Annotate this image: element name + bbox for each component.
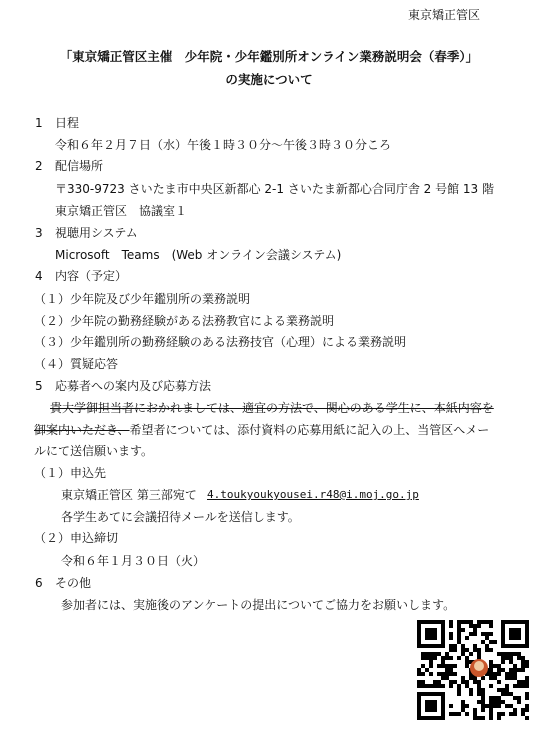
section-5-line3: ルにて送信願います。 (34, 444, 154, 458)
section-3-heading: 視聴用システム (55, 226, 138, 240)
section-2-room: 東京矯正管区 協議室１ (55, 204, 188, 218)
issuer-label: 東京矯正管区 (408, 8, 481, 22)
section-4-item: （４）質疑応答 (34, 357, 119, 371)
section-6-body: 参加者には、実施後のアンケートの提出についてご協力をお願いします。 (61, 598, 456, 612)
section-3-number: 3 (35, 226, 43, 240)
section-1-number: 1 (35, 116, 43, 130)
apply-email-link[interactable]: 4.toukyoukyousei.r48@i.moj.go.jp (207, 488, 419, 501)
section-6-number: 6 (35, 576, 43, 590)
section-2-number: 2 (35, 159, 43, 173)
section-5-line2 (34, 422, 489, 438)
section-4-item: （２）少年院の勤務経験がある法務教官による業務説明 (34, 314, 335, 328)
section-4-item: （３）少年鑑別所の勤務経験のある法務技官（心理）による業務説明 (34, 335, 407, 349)
section-1-heading: 日程 (55, 116, 80, 130)
document-title: 「東京矯正管区主催 少年院・少年鑑別所オンライン業務説明会（春季）」 (59, 49, 479, 64)
deadline-label: （２）申込締切 (34, 531, 119, 545)
section-6-heading: その他 (55, 576, 92, 590)
struck-text-line1: 貴大学御担当者におかれましては、適宜の方法で、関心のある学生に、本紙内容を (50, 401, 494, 415)
section-3-system: Microsoft Teams (Web オンライン会議システム) (55, 248, 342, 262)
struck-text-line2: 御案内いただき、 (34, 423, 130, 437)
section-4-item: （１）少年院及び少年鑑別所の業務説明 (34, 292, 251, 306)
section-2-heading: 配信場所 (55, 159, 104, 173)
qr-code-icon (417, 620, 529, 720)
apply-to-label: （１）申込先 (34, 466, 107, 480)
section-5-line2-rest: 希望者については、添付資料の応募用紙に記入の上、当管区へメー (129, 423, 490, 437)
apply-note: 各学生あてに会議招待メールを送信します。 (61, 510, 300, 524)
document-title-line2: の実施について (225, 72, 313, 87)
section-5-number: 5 (35, 379, 43, 393)
section-5-heading: 応募者への案内及び応募方法 (55, 379, 212, 393)
deadline-date: 令和６年１月３０日（火） (61, 554, 206, 568)
section-1-body: 令和６年２月７日（水）午後１時３０分〜午後３時３０分ころ (55, 138, 392, 152)
section-4-number: 4 (35, 269, 43, 283)
section-4-heading: 内容（予定） (55, 269, 128, 283)
section-2-address: 〒330-9723 さいたま市中央区新都心 2-1 さいたま新都心合同庁舎 2 号館 13 階 (55, 182, 494, 196)
apply-to-recipient: 東京矯正管区 第三部宛て (61, 488, 197, 502)
